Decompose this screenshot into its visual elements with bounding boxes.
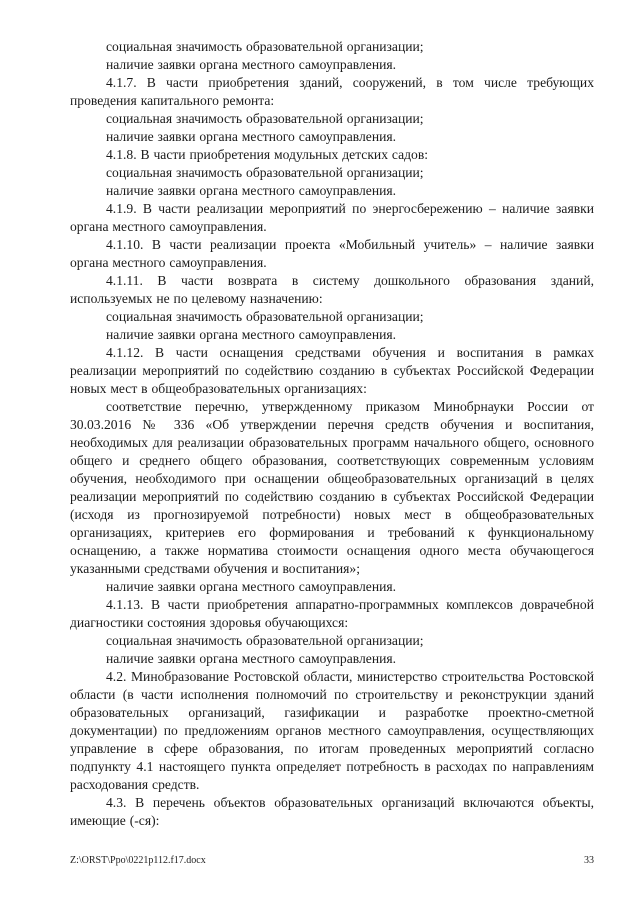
paragraph: наличие заявки органа местного самоуправления. [106, 129, 397, 144]
paragraph: наличие заявки органа местного самоуправления. [106, 183, 397, 198]
paragraph: социальная значимость образовательной организации; [106, 165, 424, 180]
paragraph: 4.3. В перечень объектов образовательных организаций включаются объекты, имеющие (-ся): [70, 795, 594, 828]
paragraph: наличие заявки органа местного самоуправления. [106, 327, 397, 342]
page-number: 33 [584, 855, 594, 866]
paragraph: 4.1.13. В части приобретения аппаратно-программных комплексов доврачебной диагностики состояния здоровья обучающихся: [70, 597, 594, 630]
paragraph: социальная значимость образовательной организации; [106, 39, 424, 54]
paragraph: наличие заявки органа местного самоуправления. [106, 57, 397, 72]
paragraph: 4.1.8. В части приобретения модульных детских садов: [106, 147, 429, 162]
paragraph: 4.2. Минобразование Ростовской области, министерство строительства Ростовской области (в части исполнения полномочий по строительству и реконструкции зданий образовательных организаций, газификации и разработке проектно-сметной документации) по предложениям органов местного самоуправления, осуществляющих управление в сфере образования, по итогам проведенных мероприятий согласно подпункту 4.1 настоящего пункта определяет потребность в расходах по направлениям расходования средств. [70, 669, 594, 792]
document-body [70, 38, 594, 830]
paragraph: 4.1.10. В части реализации проекта «Мобильный учитель» – наличие заявки органа местного самоуправления. [70, 237, 594, 270]
paragraph: социальная значимость образовательной организации; [106, 633, 424, 648]
paragraph: 4.1.11. В части возврата в систему дошкольного образования зданий, используемых не по целевому назначению: [70, 273, 594, 306]
paragraph: 4.1.12. В части оснащения средствами обучения и воспитания в рамках реализации мероприятий по содействию созданию в субъектах Российской Федерации новых мест в общеобразовательных организациях: [70, 345, 594, 396]
paragraph: социальная значимость образовательной организации; [106, 309, 424, 324]
paragraph: 4.1.7. В части приобретения зданий, сооружений, в том числе требующих проведения капитального ремонта: [70, 75, 594, 108]
page-footer [70, 855, 594, 867]
paragraph: наличие заявки органа местного самоуправления. [106, 579, 397, 594]
footer-file-path: Z:\ORST\Ppo\0221p112.f17.docx [70, 855, 206, 866]
paragraph: социальная значимость образовательной организации; [106, 111, 424, 126]
paragraph: наличие заявки органа местного самоуправления. [106, 651, 397, 666]
paragraph: соответствие перечню, утвержденному приказом Минобрнауки России от 30.03.2016 № 336 «Об утверждении перечня средств обучения и воспитания, необходимых для реализации образовательных программ начального общего, основного общего и среднего общего образования, соответствующих современным условиям обучения, необходимого при оснащении общеобразовательных организаций в целях реализации мероприятий по содействию созданию в субъектах Российской Федерации (исходя из прогнозируемой потребности) новых мест в общеобразовательных организациях, критериев его формирования и требований к функциональному оснащению, а также норматива стоимости оснащения одного места обучающегося указанными средствами обучения и воспитания»; [70, 399, 594, 576]
paragraph: 4.1.9. В части реализации мероприятий по энергосбережению – наличие заявки органа местного самоуправления. [70, 201, 594, 234]
